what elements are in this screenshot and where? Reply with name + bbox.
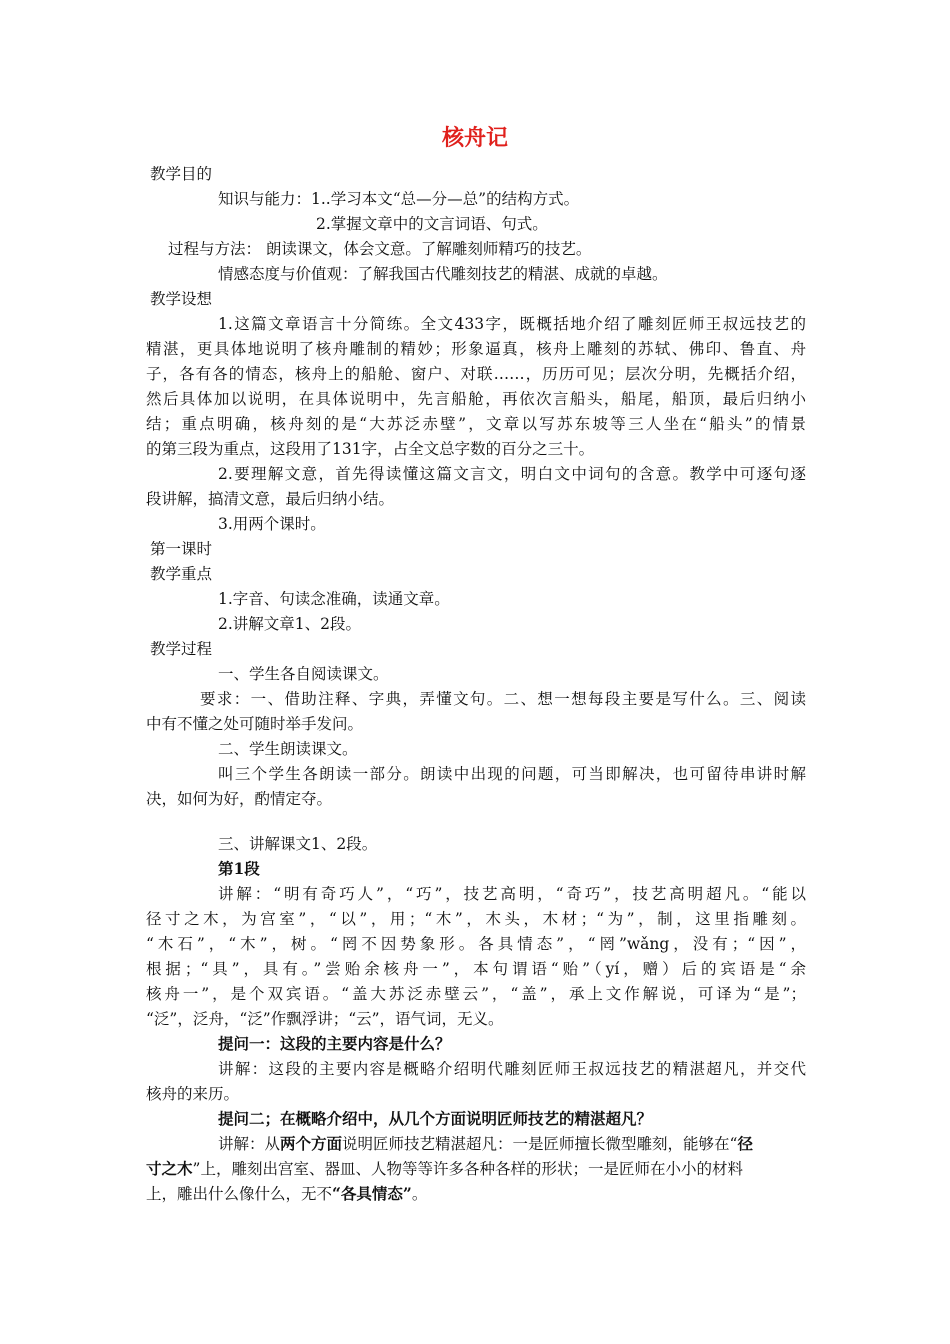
- paragraph-line: 然后具体加以说明，在具体说明中，先言船舱，再依次言船头，船尾，船顶，最后归纳小: [146, 390, 806, 408]
- paragraph-line: [218, 1134, 753, 1154]
- section-heading-lesson1: 第一课时: [150, 540, 213, 558]
- paragraph-line: 决，如何为好，酌情定夺。: [146, 790, 333, 808]
- paragraph-line: 核舟的来历。: [146, 1085, 240, 1103]
- question-1: 提问一：这段的主要内容是什么？: [218, 1034, 451, 1053]
- paragraph-line: 中有不懂之处可随时举手发问。: [146, 715, 364, 733]
- paragraph-line: 子，各有各的情态，核舟上的船舱、窗户、对联……，历历可见；层次分明，先概括介绍，: [146, 365, 806, 383]
- paragraph-line: 核舟一”，是个双宾语。“盖大苏泛赤壁云”，“盖”，承上文作解说，可译为“是”；: [146, 985, 806, 1003]
- list-item: 一、学生各自阅读课文。: [218, 665, 389, 683]
- paragraph-line: 根据；“具”，具有。”尝贻余核舟一”，本句谓语“贻”（yí，赠）后的宾语是“余: [146, 960, 806, 978]
- paragraph-line: 结；重点明确，核舟刻的是“大苏泛赤壁”，文章以写苏东坡等三人坐在“船头”的情景: [146, 415, 806, 433]
- text-run: ”上，雕刻出宫室、器皿、人物等等许多各种各样的形状；一是匠师在小小的材料: [192, 1160, 743, 1178]
- emphasis-text: 寸之木: [146, 1159, 193, 1178]
- question-2: 提问二；在概略介绍中，从几个方面说明匠师技艺的精湛超凡？: [218, 1109, 653, 1128]
- paragraph-line: 要求：一、借助注释、字典，弄懂文句。二、想一想每段主要是写什么。三、阅读: [200, 690, 806, 708]
- paragraph-line: 2.要理解文意，首先得读懂这篇文言文，明白文中词句的含意。教学中可逐句逐: [218, 465, 806, 483]
- section-heading-focus: 教学重点: [150, 565, 213, 583]
- paragraph-line: 讲解：这段的主要内容是概略介绍明代雕刻匠师王叔远技艺的精湛超凡，并交代: [218, 1060, 806, 1078]
- emphasis-text: 两个方面: [280, 1134, 343, 1153]
- text-run: 上，雕出什么像什么，无不: [146, 1185, 333, 1203]
- list-item: 1.字音、句读念准确，读通文章。: [218, 590, 450, 608]
- list-item: 2.讲解文章1、2段。: [218, 615, 362, 633]
- paragraph-line: 段讲解，搞清文意，最后归纳小结。: [146, 490, 395, 508]
- emphasis-text: “各具情态”: [332, 1184, 412, 1203]
- text-run: 说明匠师技艺精湛超凡：一是匠师擅长微型雕刻，能够在“: [342, 1135, 738, 1153]
- paragraph-line: 的第三段为重点，这段用了131字，占全文总字数的百分之三十。: [146, 440, 595, 458]
- list-item: 二、学生朗读课文。: [218, 740, 358, 758]
- paragraph-line: 径寸之木，为宫室”，“以”，用；“木”，木头，木材；“为”，制，这里指雕刻。: [146, 910, 806, 928]
- list-item: 三、讲解课文1、2段。: [218, 835, 378, 853]
- section-heading-process: 教学过程: [150, 640, 213, 658]
- paragraph-line: 精湛，更具体地说明了核舟雕制的精妙；形象逼真，核舟上雕刻的苏轼、佛印、鲁直、舟: [146, 340, 806, 358]
- paragraph-line: 1.这篇文章语言十分简练。全文433字，既概括地介绍了雕刻匠师王叔远技艺的: [218, 315, 806, 333]
- paragraph-line: [146, 1184, 427, 1204]
- emphasis-text: 径: [737, 1134, 753, 1153]
- section-heading-objectives: 教学目的: [150, 165, 213, 183]
- paragraph-line: “泛”，泛舟，“泛”作飘浮讲；“云”，语气词，无义。: [146, 1010, 504, 1028]
- paragraph-line: “木石”，“木”，树。“罔不因势象形。各具情态”，“罔”wǎng，没有；“因”，: [146, 935, 806, 953]
- text-run: 。: [411, 1185, 428, 1203]
- section-heading-design: 教学设想: [150, 290, 213, 308]
- objective-knowledge-2: 2.掌握文章中的文言词语、句式。: [316, 215, 548, 233]
- objective-attitude: 情感态度与价值观：了解我国古代雕刻技艺的精湛、成就的卓越。: [218, 265, 668, 283]
- paragraph-line: 叫三个学生各朗读一部分。朗读中出现的问题，可当即解决，也可留待串讲时解: [218, 765, 806, 783]
- paragraph-line: [146, 1159, 743, 1179]
- text-run: 讲解：从: [218, 1135, 281, 1153]
- document-title: 核舟记: [441, 125, 508, 151]
- objective-process: 过程与方法： 朗读课文，体会文意。了解雕刻师精巧的技艺。: [168, 240, 592, 258]
- objective-knowledge: 知识与能力：1..学习本文“总—分—总”的结构方式。: [218, 190, 580, 208]
- paragraph-line: 讲解：“明有奇巧人”，“巧”，技艺高明，“奇巧”，技艺高明超凡。“能以: [218, 885, 806, 903]
- subheading-paragraph-1: 第1段: [218, 859, 260, 878]
- paragraph-line: 3.用两个课时。: [218, 515, 326, 533]
